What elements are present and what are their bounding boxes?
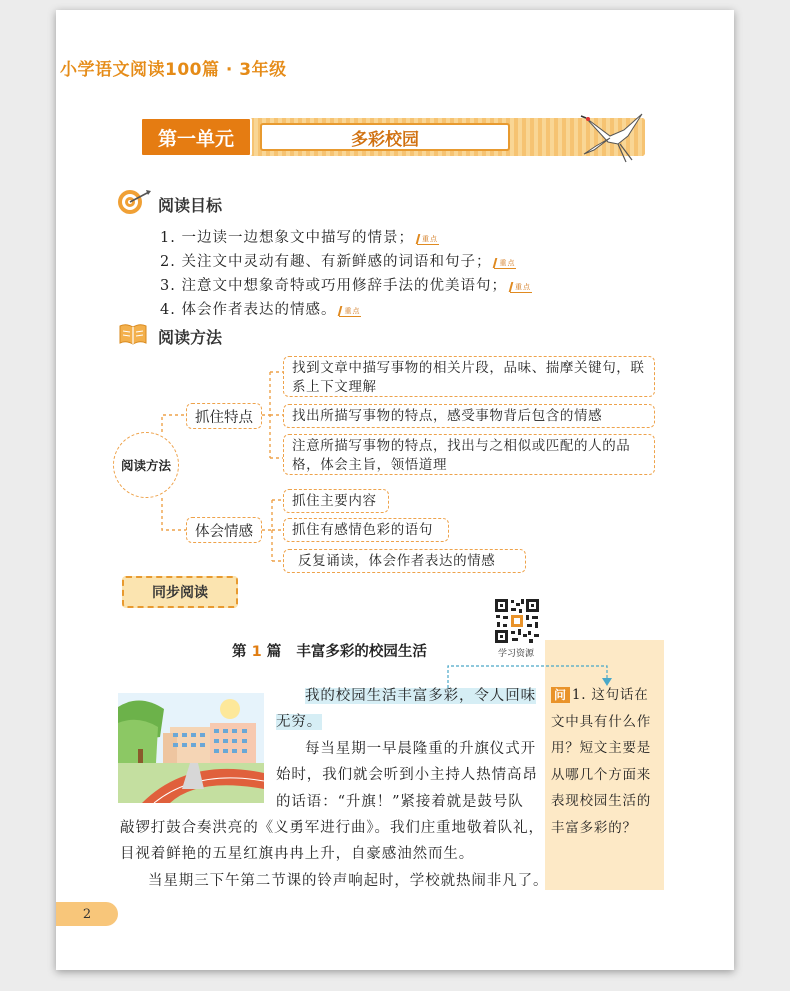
paragraph-2-line: 的话语：“升旗！”紧接着就是鼓号队 xyxy=(276,794,524,810)
article-title: 第 1 篇 丰富多彩的校园生活 xyxy=(232,644,427,660)
key-point-tag: 重点 xyxy=(417,234,439,245)
goals-heading: 阅读目标 xyxy=(158,196,223,215)
methods-heading: 阅读方法 xyxy=(158,328,223,347)
qr-label: 学习资源 xyxy=(498,649,535,659)
school-illustration xyxy=(118,693,264,803)
qr-code[interactable] xyxy=(494,598,540,644)
book-title: 小学语文阅读100篇 · 3年级 xyxy=(60,60,287,80)
unit-name: 多彩校园 xyxy=(260,123,510,151)
branch-grasp-features: 抓住特点 xyxy=(186,403,262,429)
key-point-tag: 重点 xyxy=(510,282,532,293)
branch-feel-emotions: 体会情感 xyxy=(186,517,262,543)
page-number: 2 xyxy=(56,902,118,926)
mindmap-root: 阅读方法 xyxy=(113,432,179,498)
goal-item: 1. 一边读一边想象文中描写的情景； 重点 xyxy=(160,230,438,246)
goal-item: 2. 关注文中灵动有趣、有新鲜感的词语和句子； 重点 xyxy=(160,254,516,270)
goal-item: 4. 体会作者表达的情感。 重点 xyxy=(160,302,361,318)
key-point-tag: 重点 xyxy=(494,258,516,269)
goal-item: 3. 注意文中想象奇特或巧用修辞手法的优美语句； 重点 xyxy=(160,278,531,294)
paragraph-2-line: 每当星期一早晨隆重的升旗仪式开 xyxy=(305,741,536,757)
sync-reading-label: 同步阅读 xyxy=(122,576,238,608)
method-leaf: 抓住主要内容 xyxy=(283,489,389,513)
method-leaf: 抓住有感情色彩的语句 xyxy=(283,518,449,542)
paragraph-2-line: 始时，我们就会听到小主持人热情高昂 xyxy=(276,767,538,783)
method-leaf: 注意所描写事物的特点，找出与之相似或匹配的人的品格，体会主旨，领悟道理 xyxy=(283,434,655,475)
paragraph-3-line: 当星期三下午第二节课的铃声响起时，学校就热闹非凡了。 xyxy=(148,873,549,889)
paragraph-2-line: 敲锣打鼓合奏洪亮的《义勇军进行曲》。我们庄重地敬着队礼， xyxy=(120,820,544,836)
unit-number-label: 第一单元 xyxy=(140,117,252,157)
method-leaf: 反复诵读，体会作者表达的情感 xyxy=(283,549,526,573)
paragraph-1-line-2: 无穷。 xyxy=(276,714,323,730)
question-badge: 问 xyxy=(551,687,570,703)
sidebar-question: 问 1. 这句话在文中具有什么作用？短文主要是从哪几个方面来表现校园生活的丰富多彩的？ xyxy=(551,687,652,836)
paragraph-1-line-1: 我的校园生活丰富多彩，令人回味 xyxy=(305,688,536,704)
method-leaf: 找到文章中描写事物的相关片段，品味、揣摩关键句，联系上下文理解 xyxy=(283,356,655,397)
key-point-tag: 重点 xyxy=(339,306,361,317)
method-leaf: 找出所描写事物的特点，感受事物背后包含的情感 xyxy=(283,404,655,428)
paragraph-2-line: 目视着鲜艳的五星红旗冉冉上升，自豪感油然而生。 xyxy=(120,846,475,862)
